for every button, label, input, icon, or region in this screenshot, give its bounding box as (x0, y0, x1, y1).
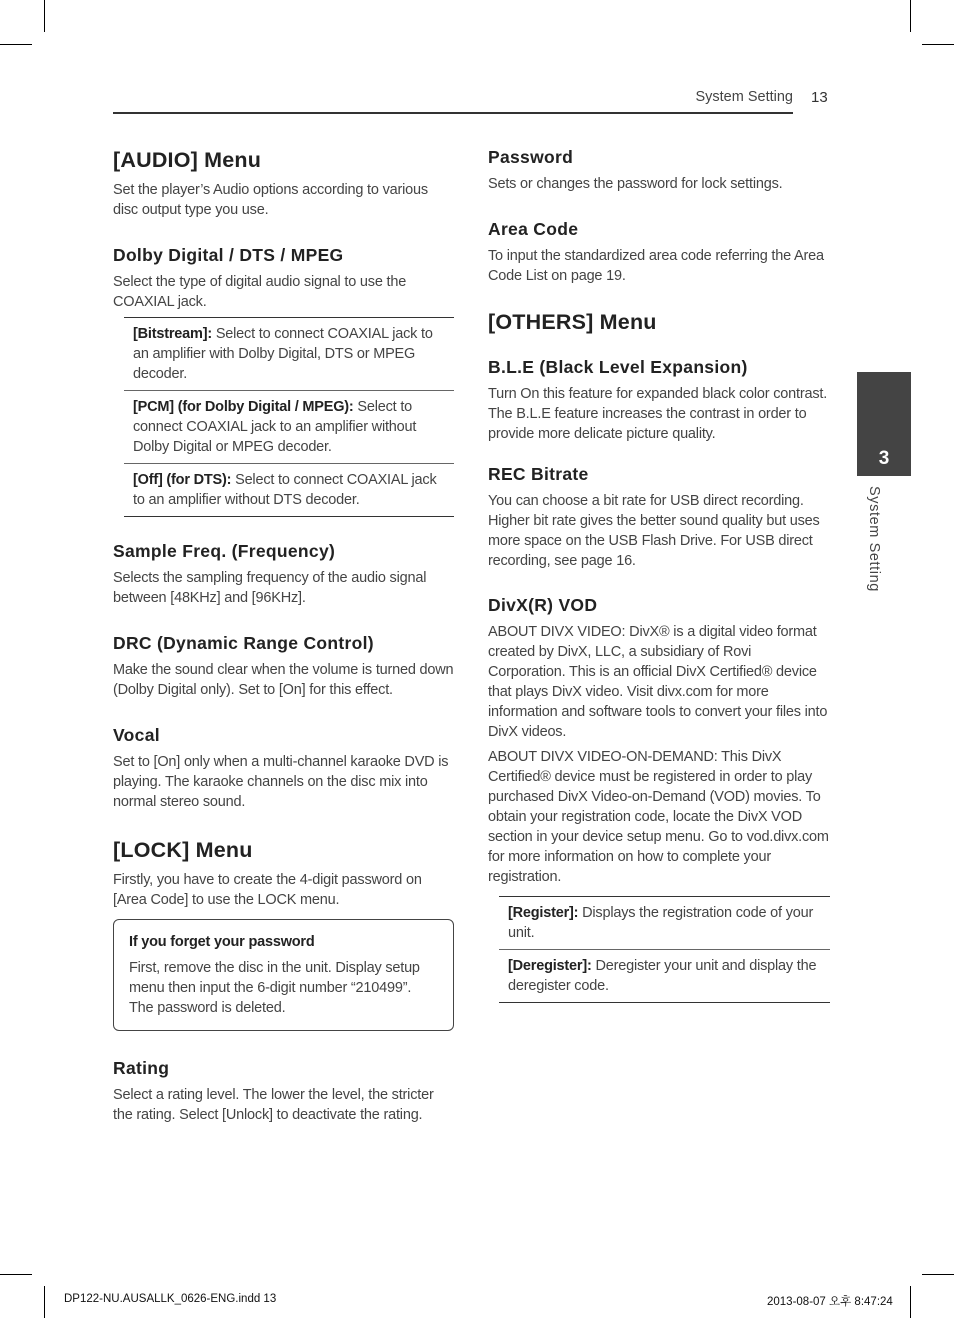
rating-heading: Rating (113, 1058, 170, 1078)
option-term: [Register]: (508, 905, 579, 921)
footer-file-info: DP122-NU.AUSALLK_0626-ENG.indd 13 (64, 1293, 277, 1305)
option-term: [PCM] (for Dolby Digital / MPEG): (133, 399, 354, 415)
vocal-description: Set to [On] only when a multi-channel karaoke DVD is playing. The karaoke channels on the disc mix into normal stereo sound. (113, 754, 449, 810)
option-term: [Deregister]: (508, 958, 592, 974)
footer-timestamp: 2013-08-07 오후 8:47:24 (767, 1296, 893, 1308)
dolby-description: Select the type of digital audio signal to use the COAXIAL jack. (113, 274, 407, 310)
chapter-number: 3 (878, 448, 890, 469)
rec-bitrate-heading: REC Bitrate (488, 464, 589, 484)
rating-description: Select a rating level. The lower the level, the stricter the rating. Select [Unlock] to deactivate the rating. (113, 1087, 434, 1123)
audio-menu-heading: [AUDIO] Menu (113, 148, 262, 172)
dolby-heading: Dolby Digital / DTS / MPEG (113, 245, 344, 265)
note-text: First, remove the disc in the unit. Display setup menu then input the 6-digit number “210499”. The password is deleted. (129, 960, 420, 1016)
option-term: [Off] (for DTS): (133, 472, 232, 488)
others-menu-heading: [OTHERS] Menu (488, 310, 657, 334)
option-row (124, 390, 454, 463)
option-row (499, 949, 830, 1002)
crop-mark (910, 0, 911, 32)
crop-mark (922, 44, 954, 45)
left-column (113, 146, 454, 1125)
sample-freq-description: Selects the sampling frequency of the audio signal between [48KHz] and [96KHz]. (113, 570, 427, 606)
option-term: [Bitstream]: (133, 326, 212, 342)
divx-paragraph-2: ABOUT DIVX VIDEO-ON-DEMAND: This DivX Certified® device must be registered in order to play purchased DivX Video-on-Demand (VOD) movies. To obtain your registration code, locate the DivX VOD section in your device setup menu. Go to vod.divx.com for more information on how to complete your registration. (488, 749, 829, 885)
password-heading: Password (488, 147, 574, 167)
right-column (488, 146, 830, 1003)
divx-options-table (499, 896, 830, 1003)
lock-menu-heading: [LOCK] Menu (113, 838, 253, 862)
crop-mark (922, 1274, 954, 1275)
divx-paragraph-1: ABOUT DIVX VIDEO: DivX® is a digital video format created by DivX, LLC, a subsidiary of Rovi Corporation. This is an official DivX Certified® device that plays DivX video. Visit divx.com for more information and software tools to convert your files into DivX videos. (488, 624, 828, 740)
drc-heading: DRC (Dynamic Range Control) (113, 633, 374, 653)
option-row (124, 463, 454, 516)
option-row (499, 897, 830, 949)
area-code-description: To input the standardized area code referring the Area Code List on page 19. (488, 248, 824, 284)
audio-menu-intro: Set the player’s Audio options according to various disc output type you use. (113, 182, 428, 218)
vocal-heading: Vocal (113, 725, 160, 745)
chapter-side-label: System Setting (866, 486, 882, 592)
crop-mark (44, 0, 45, 32)
area-code-heading: Area Code (488, 219, 579, 239)
crop-mark (910, 1286, 911, 1318)
password-description: Sets or changes the password for lock settings. (488, 176, 783, 192)
ble-description: Turn On this feature for expanded black color contrast. The B.L.E feature increases the contrast in order to provide more delicate picture quality. (488, 386, 828, 442)
drc-description: Make the sound clear when the volume is turned down (Dolby Digital only). Set to [On] for this effect. (113, 662, 454, 698)
crop-mark (0, 1274, 32, 1275)
header-section-title: System Setting (695, 89, 793, 105)
running-header (113, 87, 793, 114)
password-note-box (113, 919, 454, 1031)
crop-mark (44, 1286, 45, 1318)
option-text: Select to connect COAXIAL jack to an amplifier with Dolby Digital, DTS or MPEG decoder. (133, 326, 433, 382)
option-text: Displays the registration code of your unit. (508, 905, 814, 941)
divx-heading: DivX(R) VOD (488, 595, 598, 615)
chapter-tab (857, 372, 911, 476)
rec-bitrate-description: You can choose a bit rate for USB direct recording. Higher bit rate gives the better sound quality but uses more space on the USB Flash Drive. For USB direct recording, see page 16. (488, 493, 820, 569)
option-text: Select to connect COAXIAL jack to an amplifier without Dolby Digital or MPEG decoder. (133, 399, 417, 455)
ble-heading: B.L.E (Black Level Expansion) (488, 357, 748, 377)
page-number: 13 (811, 89, 828, 106)
note-title: If you forget your password (129, 934, 315, 950)
option-text: Deregister your unit and display the deregister code. (508, 958, 817, 994)
lock-menu-intro: Firstly, you have to create the 4-digit password on [Area Code] to use the LOCK menu. (113, 872, 422, 908)
sample-freq-heading: Sample Freq. (Frequency) (113, 541, 336, 561)
option-row (124, 318, 454, 390)
crop-mark (0, 44, 32, 45)
dolby-options-table (124, 317, 454, 517)
option-text: Select to connect COAXIAL jack to an amplifier without DTS decoder. (133, 472, 437, 508)
